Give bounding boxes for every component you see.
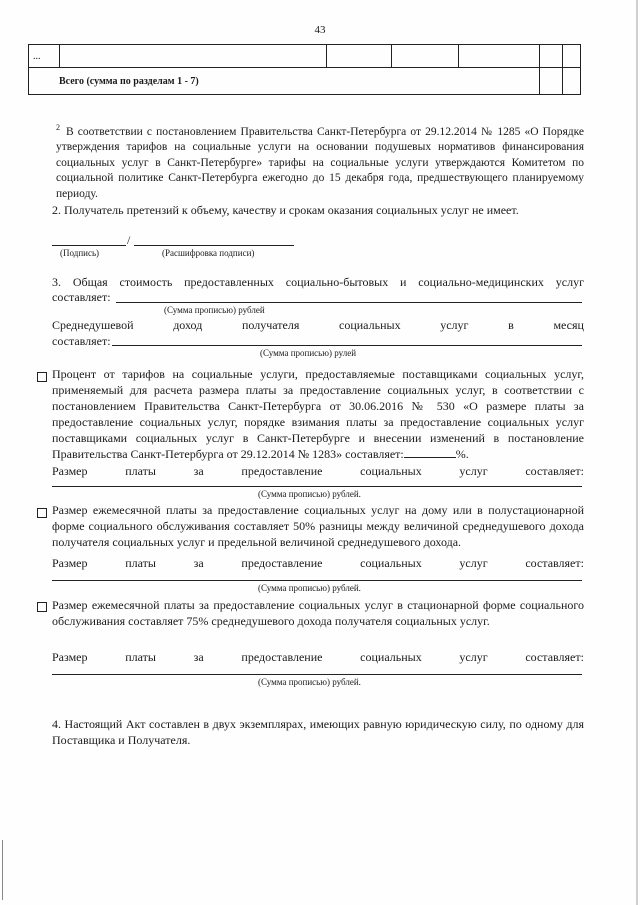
caption-sum-2: (Сумма прописью) рулей <box>260 348 357 358</box>
option-1-text: Процент от тарифов на социальные услуги, предоставляемые поставщиками социальных услуг, применяемый для расчета размера платы за предоставление социальных услуг, в соответствии с постановлением Правительства Санкт-Петербурга от 30.06.2016 № 530 «О размере платы за предоставление социальных услуг, порядке взимания платы за предоставление социальных услуг поставщиками социальных услуг в Санкт-Петербурге и внесении изменений в постановление Правительства Санкт-Петербурга от 29.12.2014 № 1283» составляет: %. <box>52 367 584 461</box>
option-1-caption: (Сумма прописью) рублей. <box>258 489 361 499</box>
income-sum-line <box>112 345 582 346</box>
income-row: Среднедушевой доход получателя социальных услуг в месяц <box>52 318 584 332</box>
option-3-size-row: Размер платы за предоставление социальных услуг составляет: <box>52 650 584 664</box>
cost-sum-line <box>116 302 582 303</box>
services-table <box>28 44 581 95</box>
section-4-text: 4. Настоящий Акт составлен в двух экземплярах, имеющих равную юридическую силу, по одному для Поставщика и Получателя. <box>52 717 584 747</box>
scan-edge <box>636 0 638 905</box>
signature-line <box>52 245 126 246</box>
signature-slash: / <box>127 233 131 247</box>
option-3-text: Размер ежемесячной платы за предоставление социальных услуг в стационарной форме социального обслуживания составляет 75% среднедушевого дохода получателя социальных услуг. <box>52 598 584 628</box>
caption-sum: (Сумма прописью) рублей <box>164 305 265 315</box>
total-label: Всего (сумма по разделам 1 - 7) <box>29 68 540 95</box>
option-1-size-row: Размер платы за предоставление социальных услуг составляет: <box>52 464 584 478</box>
page-number: 43 <box>314 24 326 36</box>
table-row <box>29 45 581 68</box>
caption-decoding: (Расшифровка подписи) <box>162 248 255 258</box>
section-3-line1: 3. Общая стоимость предоставленных социально-бытовых и социально-медицинских услуг <box>52 275 584 289</box>
option-3-sum-line <box>52 674 582 675</box>
percent-blank[interactable] <box>404 447 456 458</box>
table-row-total <box>29 68 581 95</box>
option-2-caption: (Сумма прописью) рублей. <box>258 583 361 593</box>
income-line2: составляет: <box>52 334 111 348</box>
option-2-text: Размер ежемесячной платы за предоставление социальных услуг на дому или в полустационарной форме социального обслуживания составляет 50% разницы между величиной среднедушевого дохода получателя социальных услуг и предельной величиной среднедушевого дохода. <box>52 503 584 549</box>
section-2-text: 2. Получатель претензий к объему, качеству и срокам оказания социальных услуг не имеет. <box>52 203 519 217</box>
table-cell-ellipsis: ... <box>29 45 60 68</box>
footnote <box>56 120 584 202</box>
option-2-sum-line <box>52 580 582 581</box>
decoding-line <box>134 245 294 246</box>
option-2-checkbox[interactable] <box>37 508 47 518</box>
section-3-line2: составляет: <box>52 290 111 304</box>
option-1-sum-line <box>52 486 582 487</box>
scan-edge-mark <box>2 840 3 900</box>
caption-signature: (Подпись) <box>60 248 100 258</box>
footnote-marker: 2 <box>56 123 60 132</box>
option-3-checkbox[interactable] <box>37 602 47 612</box>
option-3-caption: (Сумма прописью) рублей. <box>258 677 361 687</box>
option-2-size-row: Размер платы за предоставление социальных услуг составляет: <box>52 556 584 570</box>
footnote-text: В соответствии с постановлением Правительства Санкт-Петербурга от 29.12.2014 № 1285 «О Порядке утверждения тарифов на социальные услуги на основании подушевых нормативов финансирования социальных услуг в Санкт-Петербурге» тарифы на социальные услуги утверждаются Комитетом по социальной политике Санкт-Петербурга ежегодно до 15 декабря года, предшествующего планируемому периоду. <box>56 125 584 200</box>
option-1-checkbox[interactable] <box>37 372 47 382</box>
